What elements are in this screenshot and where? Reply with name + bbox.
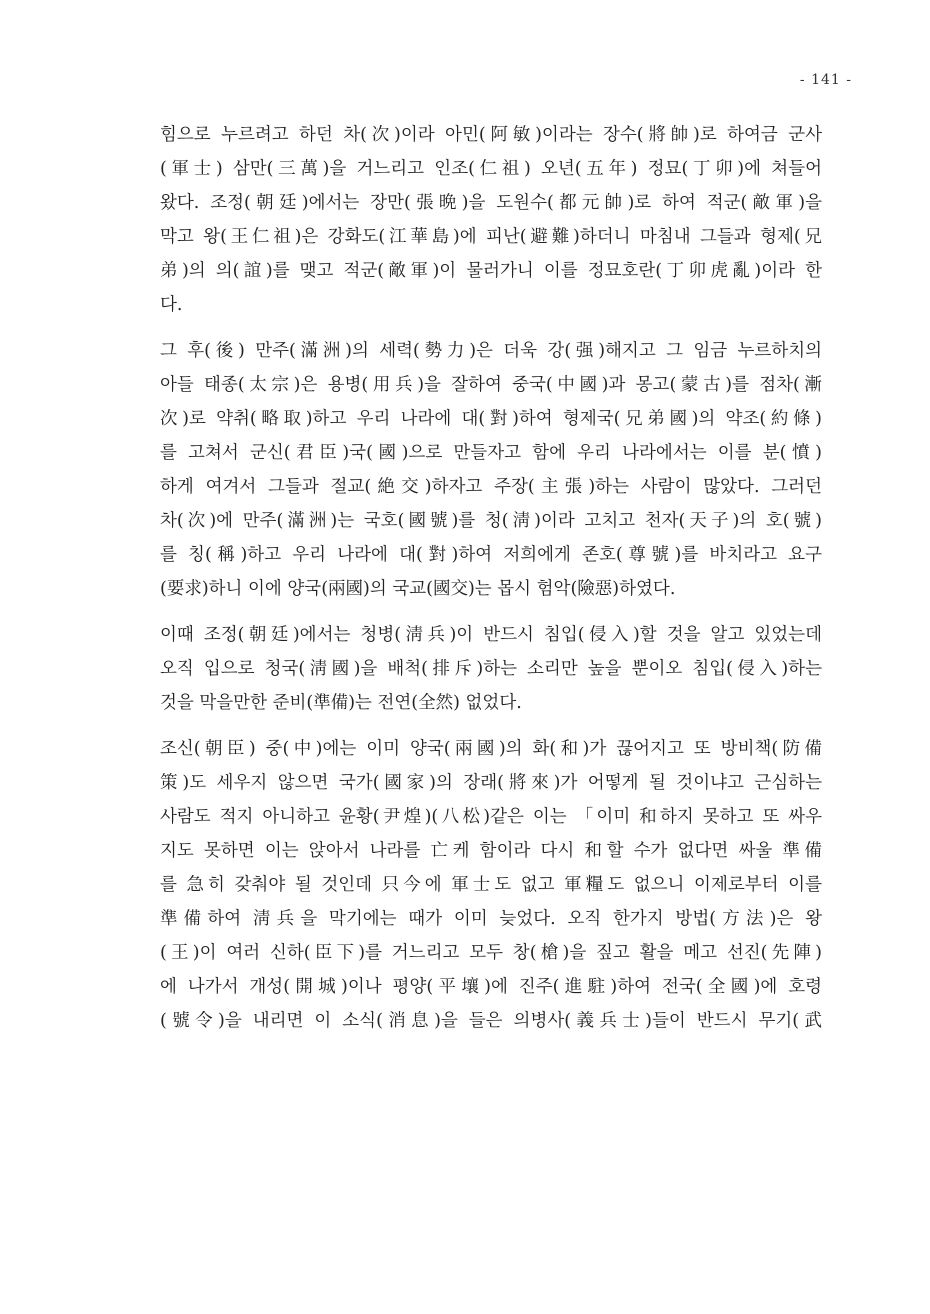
text-line: 를 急히 갖춰야 될 것인데 只今에 軍士도 없고 軍糧도 없으니 이제로부터 이를	[160, 875, 822, 895]
paragraph-1	[160, 118, 822, 322]
text-line: (軍士) 삼만(三萬)을 거느리고 인조(仁祖) 오년(五年) 정묘(丁卯)에 쳐들어	[160, 159, 822, 179]
text-line: 策)도 세우지 않으면 국가(國家)의 장래(將來)가 어떻게 될 것이냐고 근심하는	[160, 773, 822, 793]
text-line: 하게 여겨서 그들과 절교(絶交)하자고 주장(主張)하는 사람이 많았다. 그러던	[160, 477, 822, 497]
paragraph-3	[160, 618, 822, 720]
text-line: 조신(朝臣) 중(中)에는 이미 양국(兩國)의 화(和)가 끊어지고 또 방비책(防備	[160, 739, 822, 759]
text-line: 차(次)에 만주(滿洲)는 국호(國號)를 청(淸)이라 고치고 천자(天子)의 호(號)	[160, 511, 822, 531]
text-line: 사람도 적지 아니하고 윤황(尹煌)(八松)같은 이는 「이미 和하지 못하고 또 싸우	[160, 807, 822, 827]
paragraph-2	[160, 334, 822, 606]
paragraph-4	[160, 732, 822, 1038]
text-line: 오직 입으로 청국(淸國)을 배척(排斥)하는 소리만 높을 뿐이오 침입(侵入)하는	[160, 659, 822, 679]
text-line: (王)이 여러 신하(臣下)를 거느리고 모두 창(槍)을 짚고 활을 메고 선진(先陣)	[160, 943, 822, 963]
text-line: 次)로 약취(略取)하고 우리 나라에 대(對)하여 형제국(兄弟國)의 약조(約條)	[160, 409, 822, 429]
text-line: 를 고쳐서 군신(君臣)국(國)으로 만들자고 함에 우리 나라에서는 이를 분(憤)	[160, 443, 822, 463]
text-line: 에 나가서 개성(開城)이나 평양(平壤)에 진주(進駐)하여 전국(全國)에 호령	[160, 977, 822, 997]
text-line: 準備하여 淸兵을 막기에는 때가 이미 늦었다. 오직 한가지 방법(方法)은 왕	[160, 909, 822, 929]
text-line: 아들 태종(太宗)은 용병(用兵)을 잘하여 중국(中國)과 몽고(蒙古)를 점차(漸	[160, 375, 822, 395]
text-line: 그 후(後) 만주(滿洲)의 세력(勢力)은 더욱 강(强)해지고 그 임금 누르하치의	[160, 341, 822, 361]
text-line: 것을 막을만한 준비(準備)는 전연(全然) 없었다.	[160, 693, 522, 713]
page-body	[160, 118, 822, 1050]
text-line: 막고 왕(王仁祖)은 강화도(江華島)에 피난(避難)하더니 마침내 그들과 형제(兄	[160, 227, 822, 247]
text-line: (號令)을 내리면 이 소식(消息)을 들은 의병사(義兵士)들이 반드시 무기(武	[160, 1011, 822, 1031]
text-line: 이때 조정(朝廷)에서는 청병(淸兵)이 반드시 침입(侵入)할 것을 알고 있었는데	[160, 625, 822, 645]
text-line: 지도 못하면 이는 앉아서 나라를 亡케 함이라 다시 和할 수가 없다면 싸울 準備	[160, 841, 822, 861]
text-line: 를 칭(稱)하고 우리 나라에 대(對)하여 저희에게 존호(尊號)를 바치라고 요구	[160, 545, 822, 565]
text-line: 다.	[160, 295, 183, 315]
text-line: 힘으로 누르려고 하던 차(次)이라 아민(阿敏)이라는 장수(將帥)로 하여금 군사	[160, 125, 822, 145]
page-number: - 141 -	[799, 72, 852, 88]
text-line: 弟)의 의(誼)를 맺고 적군(敵軍)이 물러가니 이를 정묘호란(丁卯虎亂)이라 한	[160, 261, 822, 281]
text-line: 왔다. 조정(朝廷)에서는 장만(張晩)을 도원수(都元帥)로 하여 적군(敵軍)을	[160, 193, 822, 213]
text-line: (要求)하니 이에 양국(兩國)의 국교(國交)는 몹시 험악(險惡)하였다.	[160, 579, 676, 599]
